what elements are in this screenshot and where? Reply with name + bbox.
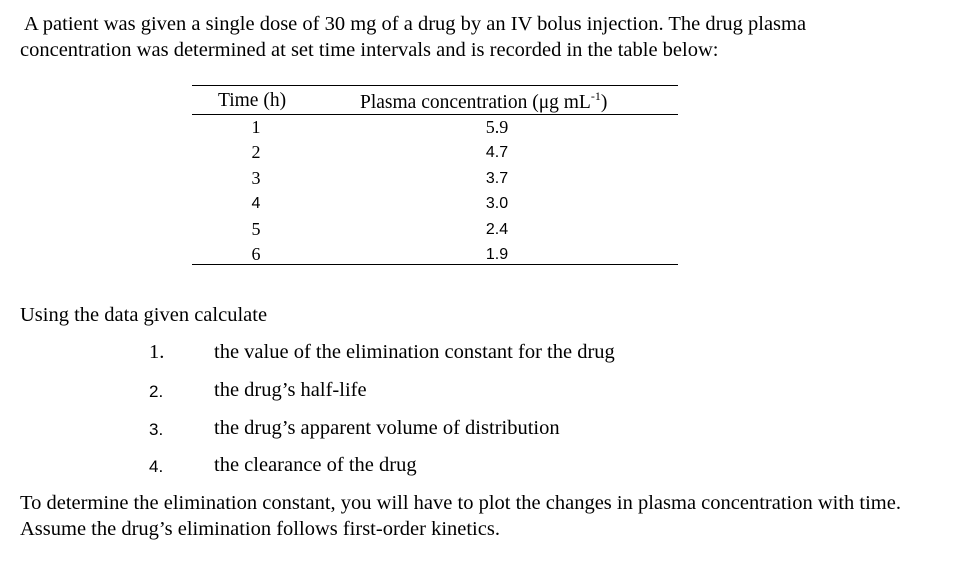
- cell-time: 4: [251, 195, 261, 213]
- question-number: 4.: [149, 457, 164, 476]
- cell-time: 6: [251, 243, 261, 264]
- cell-concentration: 5.9: [485, 117, 509, 137]
- table-row: [192, 141, 678, 166]
- question-number: 3.: [149, 420, 164, 439]
- list-item: [0, 417, 974, 443]
- cell-time: 3: [251, 167, 261, 188]
- concentration-table: [192, 85, 678, 265]
- question-text: the value of the elimination constant for the drug: [214, 341, 615, 363]
- table-header-row: [192, 86, 678, 115]
- header-conc-superscript: -1: [590, 89, 601, 103]
- intro-paragraph: [20, 11, 960, 63]
- cell-concentration: 1.9: [485, 245, 509, 263]
- cell-concentration: 4.7: [485, 144, 509, 162]
- header-conc-text: Plasma concentration (μg mL: [360, 92, 591, 113]
- intro-line-1: A patient was given a single dose of 30 mg of a drug by an IV bolus injection. The drug plasma: [24, 13, 807, 35]
- question-number: 1.: [149, 341, 165, 363]
- table-row: [192, 192, 678, 217]
- table-row: [192, 243, 678, 268]
- question-number: 2.: [149, 382, 164, 401]
- list-item: [0, 341, 974, 367]
- question-text: the clearance of the drug: [214, 454, 417, 476]
- list-item: [0, 454, 974, 480]
- header-time: Time (h): [218, 90, 287, 111]
- cell-time: 2: [251, 142, 261, 163]
- cell-concentration: 3.0: [485, 195, 509, 213]
- header-conc-close: ): [600, 92, 608, 113]
- header-plasma-concentration: [360, 89, 608, 114]
- intro-line-2: concentration was determined at set time intervals and is recorded in the table below:: [20, 39, 719, 61]
- list-item: [0, 379, 974, 405]
- cell-concentration: 3.7: [485, 169, 509, 187]
- cell-concentration: 2.4: [485, 220, 509, 238]
- cell-time: 5: [251, 218, 261, 239]
- closing-paragraph: To determine the elimination constant, you will have to plot the changes in plasma concentration with time. Assume the drug’s elimination follows first-order kinetics.: [20, 492, 901, 540]
- question-text: the drug’s apparent volume of distribution: [214, 417, 560, 439]
- table-row: [192, 167, 678, 192]
- questions-prompt: Using the data given calculate: [20, 304, 268, 326]
- table-row: [192, 218, 678, 243]
- table-body: [192, 116, 678, 268]
- question-text: the drug’s half-life: [214, 379, 367, 401]
- table-row: [192, 116, 678, 141]
- cell-time: 1: [251, 117, 261, 137]
